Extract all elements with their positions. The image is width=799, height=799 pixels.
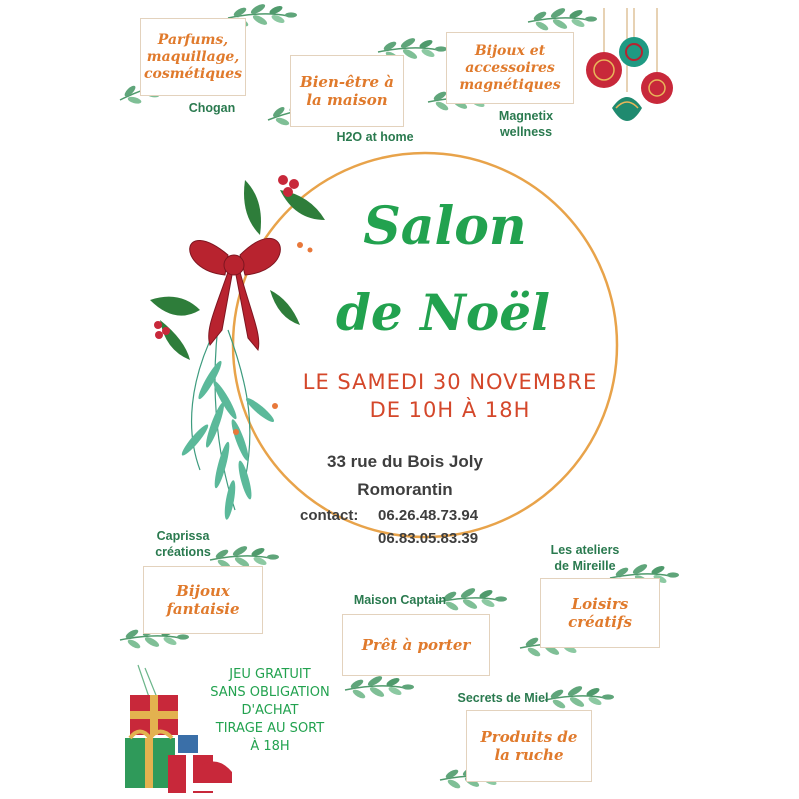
- product-label: magnétiques: [459, 76, 561, 93]
- vendor-name-line: Les ateliers: [550, 543, 620, 557]
- event-hours: DE 10H À 18H: [369, 398, 531, 422]
- product-label: Bijoux: [176, 582, 230, 600]
- game-line-5: À 18H: [250, 739, 290, 754]
- product-label: cosmétiques: [143, 65, 242, 82]
- contact-label: contact:: [300, 507, 359, 524]
- vendor-name-line: Magnetix: [498, 109, 554, 123]
- product-label: la ruche: [494, 746, 564, 764]
- game-line-1: JEU GRATUIT: [229, 667, 311, 682]
- game-line-2: SANS OBLIGATION: [210, 685, 330, 700]
- product-label: Bien-être à: [300, 73, 394, 91]
- game-line-3: D'ACHAT: [241, 703, 299, 718]
- product-label: créatifs: [568, 613, 632, 631]
- product-label: Prêt à porter: [361, 636, 471, 654]
- product-label: fantaisie: [166, 600, 240, 618]
- product-label: accessoires: [465, 59, 555, 76]
- vendor-name-line: wellness: [499, 125, 553, 139]
- vendor-name-line: créations: [155, 545, 211, 559]
- product-label: Parfums,: [157, 31, 229, 48]
- vendor-name-line: Caprissa: [156, 529, 210, 543]
- vendor-name-maison-captain: Maison Captain: [353, 593, 447, 607]
- product-label: maquillage,: [146, 48, 240, 65]
- vendor-name-line: de Mireille: [554, 559, 616, 573]
- address-street: 33 rue du Bois Joly: [327, 452, 483, 471]
- product-label: Loisirs: [571, 595, 629, 613]
- vendor-name-chogan: Chogan: [188, 101, 236, 115]
- event-title-line2: de Noël: [335, 283, 551, 342]
- phone-2: 06.83.05.83.39: [378, 530, 479, 547]
- address-city: Romorantin: [357, 480, 453, 499]
- vendor-name-secrets-de-miel: Secrets de Miel: [457, 691, 549, 705]
- product-label: Bijoux et: [474, 42, 546, 59]
- product-label: Produits de: [480, 728, 578, 746]
- product-label: la maison: [306, 91, 388, 109]
- event-date: LE SAMEDI 30 NOVEMBRE: [302, 370, 598, 394]
- phone-1: 06.26.48.73.94: [378, 507, 479, 524]
- event-title-line1: Salon: [363, 196, 527, 257]
- vendor-name-h2o: H2O at home: [336, 130, 414, 144]
- game-line-4: TIRAGE AU SORT: [215, 721, 325, 736]
